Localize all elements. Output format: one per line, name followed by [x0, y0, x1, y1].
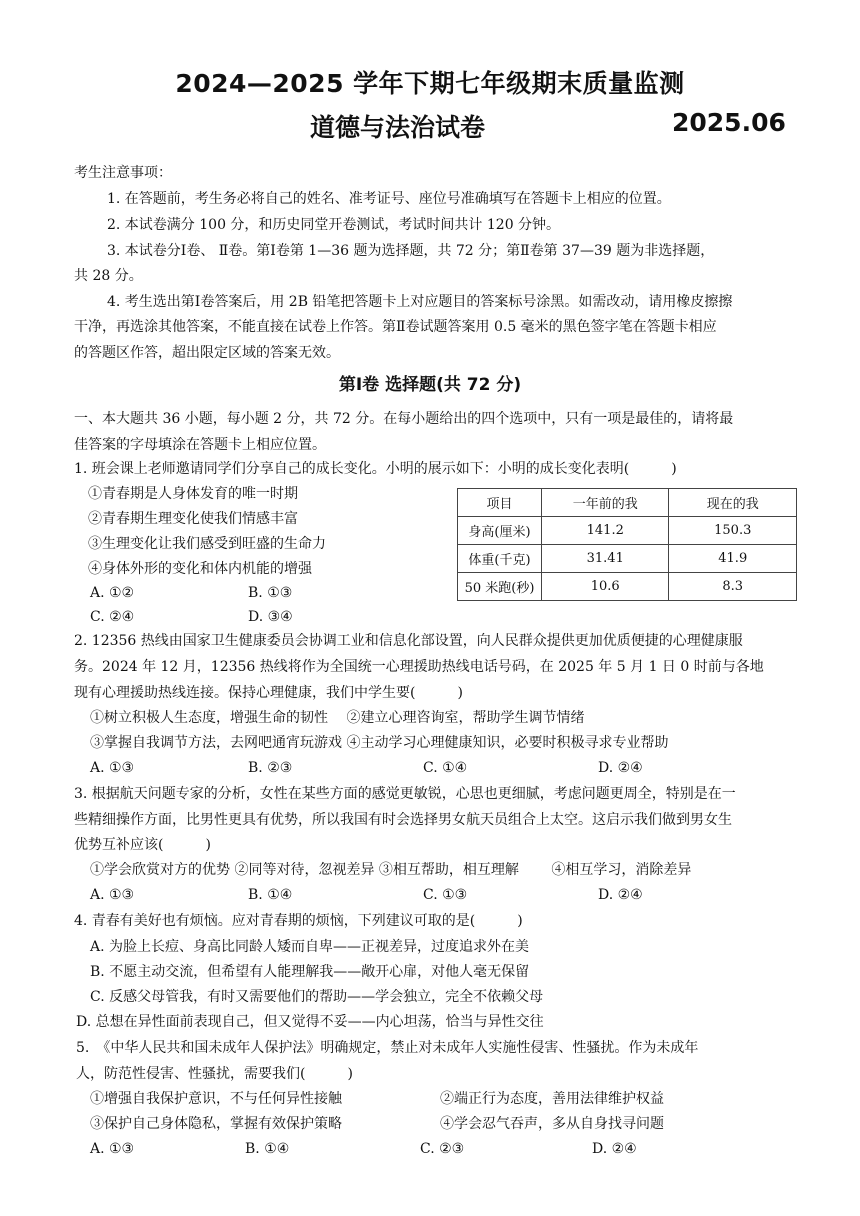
table-cell: 141.2: [541, 517, 669, 545]
q4-choice-c: C. 反感父母管我，有时又需要他们的帮助——学会独立，完全不依赖父母: [90, 989, 544, 1005]
q3-choice-d: D. ②④: [598, 887, 643, 903]
q3-choice-a: A. ①③: [90, 887, 135, 903]
exam-date: 2025.06: [672, 108, 786, 137]
notice-item-4-cont1: 干净，再选涂其他答案，不能直接在试卷上作答。第Ⅱ卷试题答案用 0.5 毫米的黑色签字笔在答题卡相应: [74, 319, 717, 335]
q5-option-3: ③保护自己身体隐私，掌握有效保护策略: [90, 1116, 342, 1132]
q2-choice-c: C. ①④: [423, 760, 468, 776]
q2-stem-2: 务。2024 年 12 月，12356 热线将作为全国统一心理援助热线电话号码，在 2025 年 5 月 1 日 0 时前与各地: [74, 659, 764, 675]
section-title: 第Ⅰ卷 选择题(共 72 分): [338, 375, 522, 395]
q3-choice-b: B. ①④: [248, 887, 293, 903]
q2-choice-b: B. ②③: [248, 760, 293, 776]
q5-choice-b: B. ①④: [245, 1141, 290, 1157]
q1-choice-c: C. ②④: [90, 609, 135, 625]
section-intro-1: 一、本大题共 36 小题，每小题 2 分，共 72 分。在每小题给出的四个选项中，只有一项是最佳的，请将最: [74, 411, 734, 427]
q1-option-3: ③生理变化让我们感受到旺盛的生命力: [88, 536, 326, 552]
q2-options-1: ①树立积极人生态度，增强生命的韧性 ②建立心理咨询室，帮助学生调节情绪: [90, 710, 585, 726]
q5-choice-c: C. ②③: [420, 1141, 465, 1157]
q1-choice-b: B. ①③: [248, 585, 293, 601]
q3-stem-3: 优势互补应该( ): [74, 837, 211, 853]
table-cell: 8.3: [669, 573, 797, 601]
q5-option-1: ①增强自我保护意识，不与任何异性接触: [90, 1091, 342, 1107]
notice-item-3-cont: 共 28 分。: [74, 268, 143, 284]
q5-choice-d: D. ②④: [592, 1141, 637, 1157]
q2-stem-1: 2. 12356 热线由国家卫生健康委员会协调工业和信息化部设置，向人民群众提供更加优质便捷的心理健康服: [74, 633, 743, 649]
q2-options-2: ③掌握自我调节方法，去网吧通宵玩游戏 ④主动学习心理健康知识，必要时积极寻求专业帮助: [90, 735, 669, 751]
q3-stem-2: 些精细操作方面，比男性更具有优势，所以我国有时会选择男女航天员组合上太空。这启示我们做到男女生: [74, 812, 732, 828]
notice-item-4: 4. 考生选出第Ⅰ卷答案后，用 2B 铅笔把答题卡上对应题目的答案标号涂黑。如需改动，请用橡皮擦擦: [107, 294, 733, 310]
q1-option-2: ②青春期生理变化使我们情感丰富: [88, 511, 298, 527]
q5-choice-a: A. ①③: [90, 1141, 135, 1157]
table-cell: 10.6: [541, 573, 669, 601]
table-row: [458, 517, 797, 545]
q3-stem-1: 3. 根据航天问题专家的分析，女性在某些方面的感觉更敏锐，心思也更细腻，考虑问题更周全，特别是在一: [74, 786, 736, 802]
q5-stem-2: 人，防范性侵害、性骚扰，需要我们( ): [76, 1066, 353, 1082]
q1-stem: 1. 班会课上老师邀请同学们分享自己的成长变化。小明的展示如下：小明的成长变化表明( ): [74, 461, 677, 477]
table-header-row: [458, 489, 797, 517]
table-cell: 50 米跑(秒): [458, 573, 542, 601]
q4-choice-a: A. 为脸上长痘、身高比同龄人矮而自卑——正视差异，过度追求外在美: [90, 939, 530, 955]
q2-choice-a: A. ①③: [90, 760, 135, 776]
growth-table: [457, 488, 797, 601]
q1-choice-a: A. ①②: [90, 585, 135, 601]
table-row: [458, 545, 797, 573]
q4-choice-d: D. 总想在异性面前表现自己，但又觉得不妥——内心坦荡，恰当与异性交往: [76, 1014, 544, 1030]
q5-option-2: ②端正行为态度，善用法律维护权益: [440, 1091, 664, 1107]
notice-item-4-cont2: 的答题区作答，超出限定区域的答案无效。: [74, 345, 340, 361]
q1-option-4: ④身体外形的变化和体内机能的增强: [88, 561, 312, 577]
table-header-cell: 项目: [458, 489, 542, 517]
section-intro-2: 佳答案的字母填涂在答题卡上相应位置。: [74, 437, 326, 453]
q1-option-1: ①青春期是人身体发育的唯一时期: [88, 486, 298, 502]
q3-options: ①学会欣赏对方的优势 ②同等对待，忽视差异 ③相互帮助，相互理解 ④相互学习，消除差异: [90, 862, 692, 878]
notice-item-2: 2. 本试卷满分 100 分，和历史同堂开卷测试，考试时间共计 120 分钟。: [107, 217, 561, 233]
q2-choice-d: D. ②④: [598, 760, 643, 776]
table-cell: 31.41: [541, 545, 669, 573]
table-cell: 体重(千克): [458, 545, 542, 573]
table-cell: 身高(厘米): [458, 517, 542, 545]
q3-choice-c: C. ①③: [423, 887, 468, 903]
q5-option-4: ④学会忍气吞声，多从自身找寻问题: [440, 1116, 664, 1132]
table-cell: 41.9: [669, 545, 797, 573]
notice-heading: 考生注意事项：: [74, 165, 172, 181]
q5-stem-1: 5. 《中华人民共和国未成年人保护法》明确规定，禁止对未成年人实施性侵害、性骚扰。作为未成年: [76, 1040, 699, 1056]
table-header-cell: 现在的我: [669, 489, 797, 517]
table-header-cell: 一年前的我: [541, 489, 669, 517]
q4-choice-b: B. 不愿主动交流，但希望有人能理解我——敞开心扉，对他人毫无保留: [90, 964, 530, 980]
exam-title: 2024—2025 学年下期七年级期末质量监测: [175, 69, 685, 98]
q4-stem: 4. 青春有美好也有烦恼。应对青春期的烦恼，下列建议可取的是( ): [74, 913, 523, 929]
table-cell: 150.3: [669, 517, 797, 545]
notice-item-1: 1. 在答题前，考生务必将自己的姓名、准考证号、座位号准确填写在答题卡上相应的位置。: [107, 191, 671, 207]
table-row: [458, 573, 797, 601]
exam-subject: 道德与法治试卷: [310, 113, 486, 142]
q1-choice-d: D. ③④: [248, 609, 293, 625]
notice-item-3: 3. 本试卷分Ⅰ卷、 Ⅱ卷。第Ⅰ卷第 1—36 题为选择题，共 72 分；第Ⅱ卷第 37—39 题为非选择题，: [107, 243, 715, 259]
q2-stem-3: 现有心理援助热线连接。保持心理健康，我们中学生要( ): [74, 685, 463, 701]
